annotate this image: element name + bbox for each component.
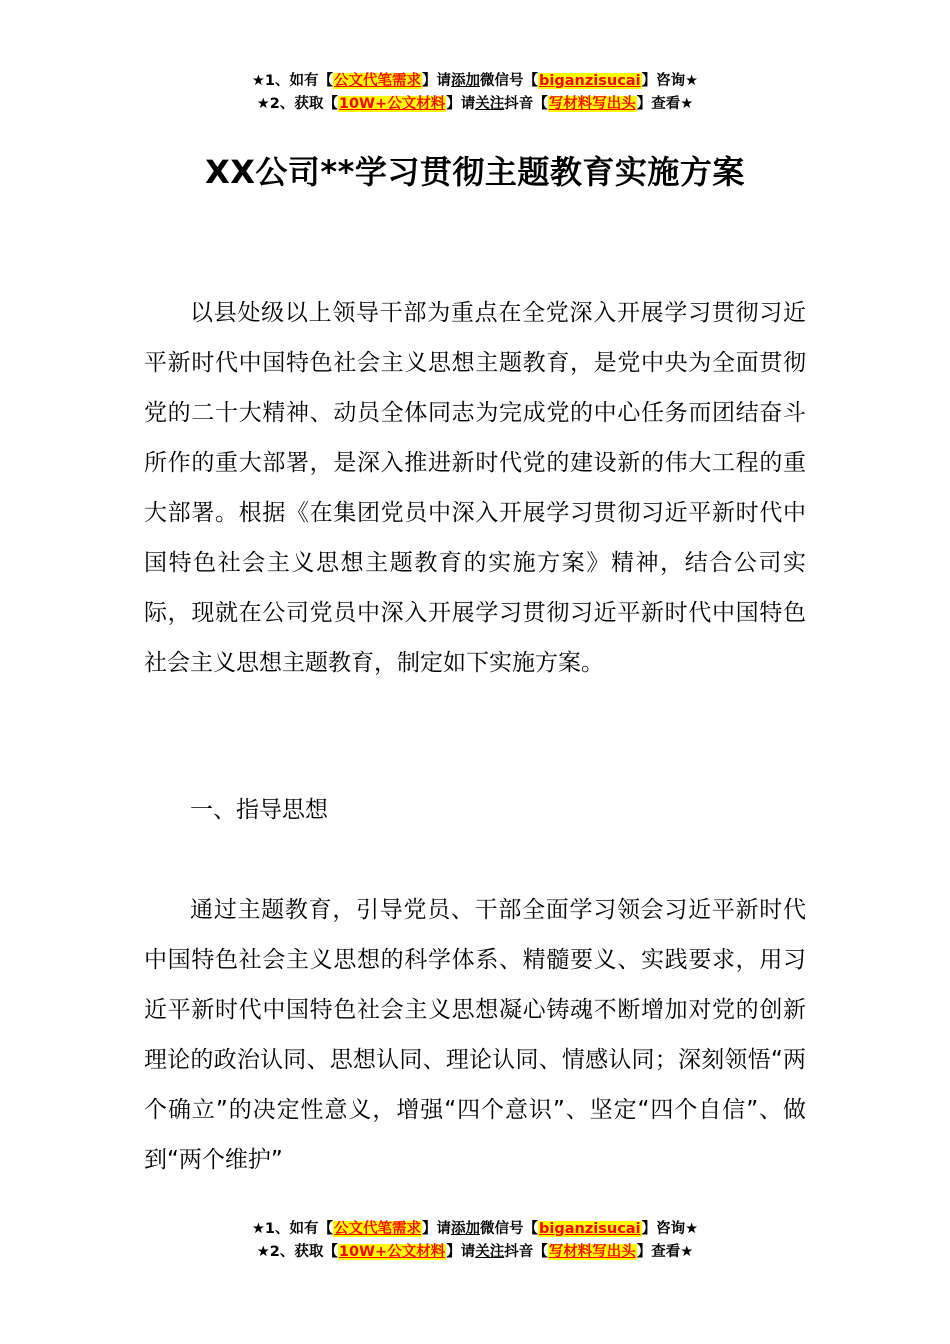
banner-text: 1、如有【 (264, 1221, 334, 1237)
banner-text: 】请 (446, 1244, 476, 1260)
banner-text: 】咨询★ (641, 73, 699, 89)
banner-line-1 (0, 1218, 950, 1241)
banner-text: 】请 (422, 73, 452, 89)
banner-text: 1、如有【 (264, 73, 334, 89)
banner-text: 】请 (422, 1221, 452, 1237)
paragraph-intro: 以县处级以上领导干部为重点在全党深入开展学习贯彻习近平新时代中国特色社会主义思想主题教育，是党中央为全面贯彻 党的二十大精神、动员全体同志为完成党的中心任务而团结奋斗 所作的重大部署，是深入推进新时代党的建设新的伟大工程的重 大部署。根据《在集团党员中深入开展学习贯彻习近平新时代中国特色社会主义思想主题教育的实施方案》精神，结合公司实际，现就在公司党员中深入开展学习贯彻习近平新时代中国特色社会主义思想主题教育，制定如下实施方案。 (144, 300, 806, 676)
highlight-materials: 10W+公文材料 (338, 96, 446, 112)
banner-text: 】查看★ (636, 96, 694, 112)
banner-underlined-text: 添加 (451, 1221, 481, 1237)
star-icon: ★ (256, 96, 270, 112)
banner-underlined-text: 关注 (475, 96, 505, 112)
header-banner (0, 70, 950, 116)
document-title: XX公司**学习贯彻主题教育实施方案 (205, 153, 745, 191)
star-icon: ★ (251, 73, 265, 89)
banner-text: 2、获取【 (269, 1244, 338, 1260)
highlight-materials: 10W+公文材料 (338, 1244, 446, 1260)
star-icon: ★ (256, 1244, 270, 1260)
banner-text: 抖音【 (504, 96, 548, 112)
paragraph-guiding-thought: 通过主题教育，引导党员、干部全面学习领会习近平新时代中国特色社会主义思想的科学体系、精髓要义、实践要求，用习近平新时代中国特色社会主义思想凝心铸魂不断增加对党的创新理论的政治认同、思想认同、理论认同、情感认同；深刻领悟“两个确立”的决定性意义，增强“四个意识”、坚定“四个自信”、做到“两个维护” (144, 897, 806, 1173)
banner-text: 】咨询★ (641, 1221, 699, 1237)
highlight-wechat-id: biganzisucai (539, 73, 641, 89)
highlight-service: 公文代笔需求 (334, 1221, 422, 1237)
banner-line-2 (0, 1241, 950, 1264)
section-heading: 一、指导思想 (190, 797, 328, 823)
star-icon: ★ (251, 1221, 265, 1237)
banner-text: 】请 (446, 96, 476, 112)
banner-underlined-text: 关注 (475, 1244, 505, 1260)
banner-text: 】查看★ (636, 1244, 694, 1260)
banner-text: 抖音【 (504, 1244, 548, 1260)
banner-text: 2、获取【 (269, 96, 338, 112)
banner-text: 微信号【 (480, 1221, 539, 1237)
banner-line-2 (0, 93, 950, 116)
banner-line-1 (0, 70, 950, 93)
highlight-douyin-id: 写材料写出头 (548, 1244, 636, 1260)
highlight-douyin-id: 写材料写出头 (548, 96, 636, 112)
banner-text: 微信号【 (480, 73, 539, 89)
highlight-wechat-id: biganzisucai (539, 1221, 641, 1237)
footer-banner (0, 1218, 950, 1264)
highlight-service: 公文代笔需求 (334, 73, 422, 89)
banner-underlined-text: 添加 (451, 73, 481, 89)
